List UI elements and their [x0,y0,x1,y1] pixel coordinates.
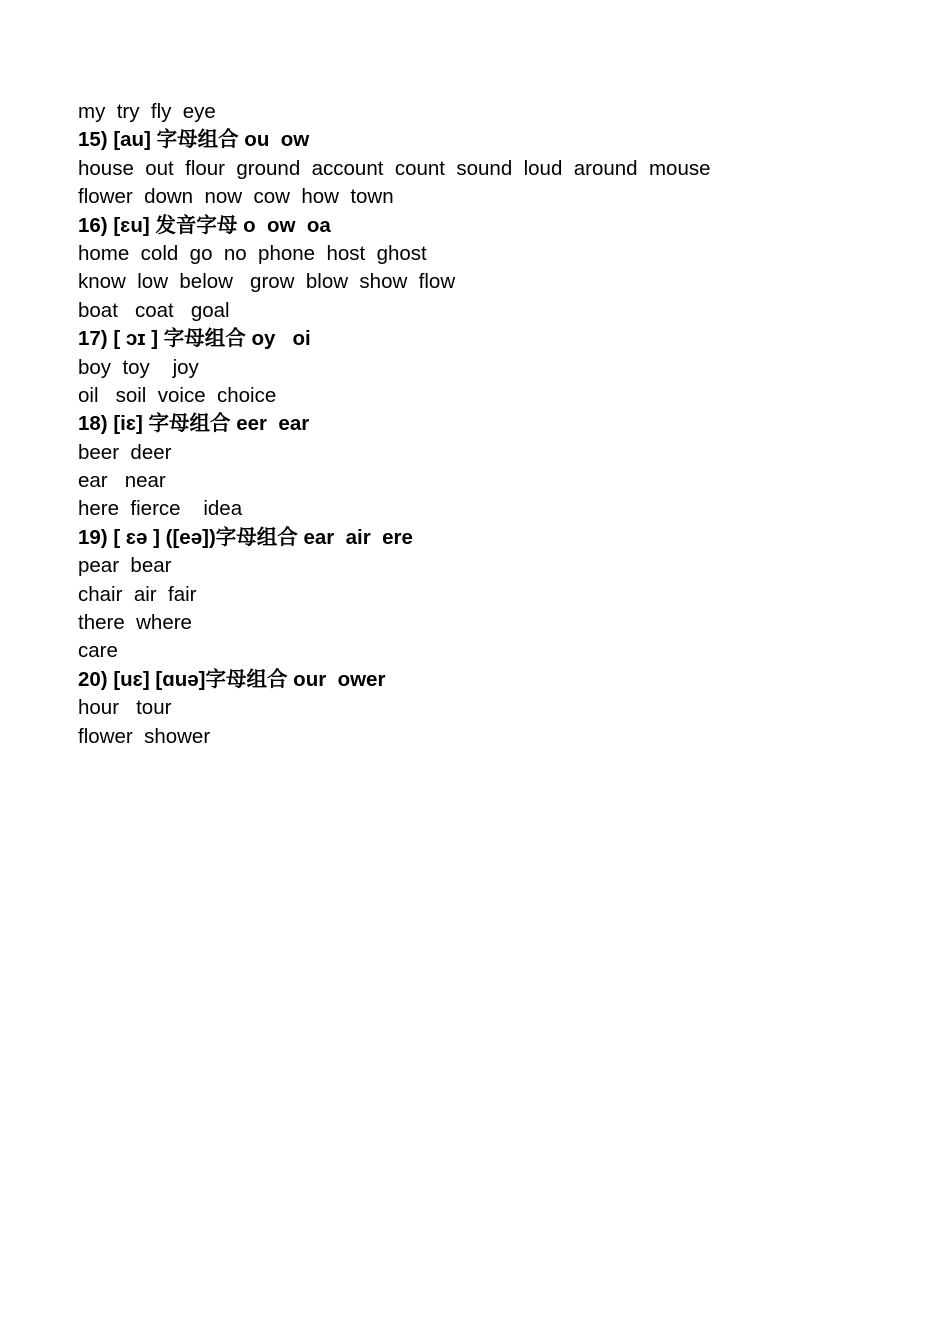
word-list-line: my try fly eye [78,100,216,123]
word-list-line: ear near [78,469,166,493]
section-heading-16: 16) [ɛu] 发音字母 o ow oa [78,213,331,237]
section-heading-19: 19) [ ɛə ] ([eə])字母组合 ear air ere [78,525,413,549]
word-list-line: flower shower [78,724,211,748]
word-list-line: oil soil voice choice [78,383,277,407]
word-list-line: home cold go no phone host ghost [78,241,427,265]
document-page [78,98,918,751]
word-list-line: boat coat goal [78,298,230,322]
word-list-line: here fierce idea [78,497,243,521]
section-heading-20: 20) [uɛ] [ɑuə]字母组合 our ower [78,667,386,691]
word-list-line: hour tour [78,696,172,720]
word-list-line: care [78,639,118,663]
section-heading-18: 18) [iɛ] 字母组合 eer ear [78,412,310,436]
word-list-line: house out flour ground account count sound loud around mouse [78,156,711,180]
word-list-line: know low below grow blow show flow [78,270,456,294]
word-list-line: pear bear [78,554,172,578]
word-list-line: boy toy joy [78,355,199,379]
word-list-line: flower down now cow how town [78,185,394,209]
section-heading-17: 17) [ ɔɪ ] 字母组合 oy oi [78,327,311,351]
section-heading-15: 15) [au] 字母组合 ou ow [78,128,310,152]
word-list-line: there where [78,611,192,635]
word-list-line: chair air fair [78,582,197,606]
word-list-line: beer deer [78,440,172,464]
